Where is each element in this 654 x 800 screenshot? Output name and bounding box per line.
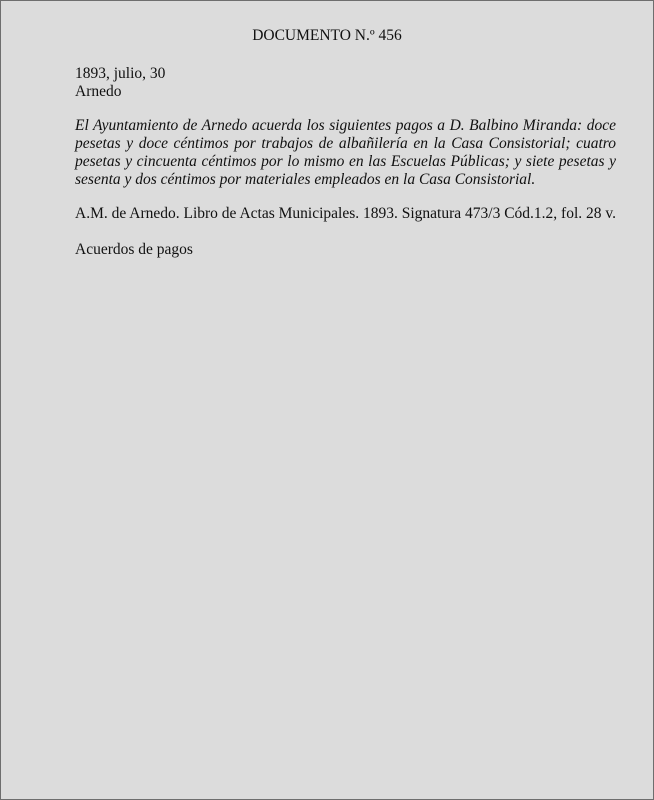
document-date: 1893, julio, 30 xyxy=(75,65,166,82)
document-subject: Acuerdos de pagos xyxy=(75,241,193,258)
document-place: Arnedo xyxy=(75,83,122,100)
document-title: DOCUMENTO N.º 456 xyxy=(252,27,402,44)
document-summary: El Ayuntamiento de Arnedo acuerda los siguientes pagos a D. Balbino Miranda: doce pesetas y doce céntimos por trabajos de albañilería en la Casa Consistorial; cuatro pesetas y cincuenta céntimos por lo mismo en las Escuelas Públicas; y siete pesetas y sesenta y dos céntimos por materiales empleados en la Casa Consistorial. xyxy=(75,117,616,188)
archival-source: A.M. de Arnedo. Libro de Actas Municipales. 1893. Signatura 473/3 Cód.1.2, fol. 28 v. xyxy=(75,205,616,222)
document-metadata xyxy=(75,65,165,101)
